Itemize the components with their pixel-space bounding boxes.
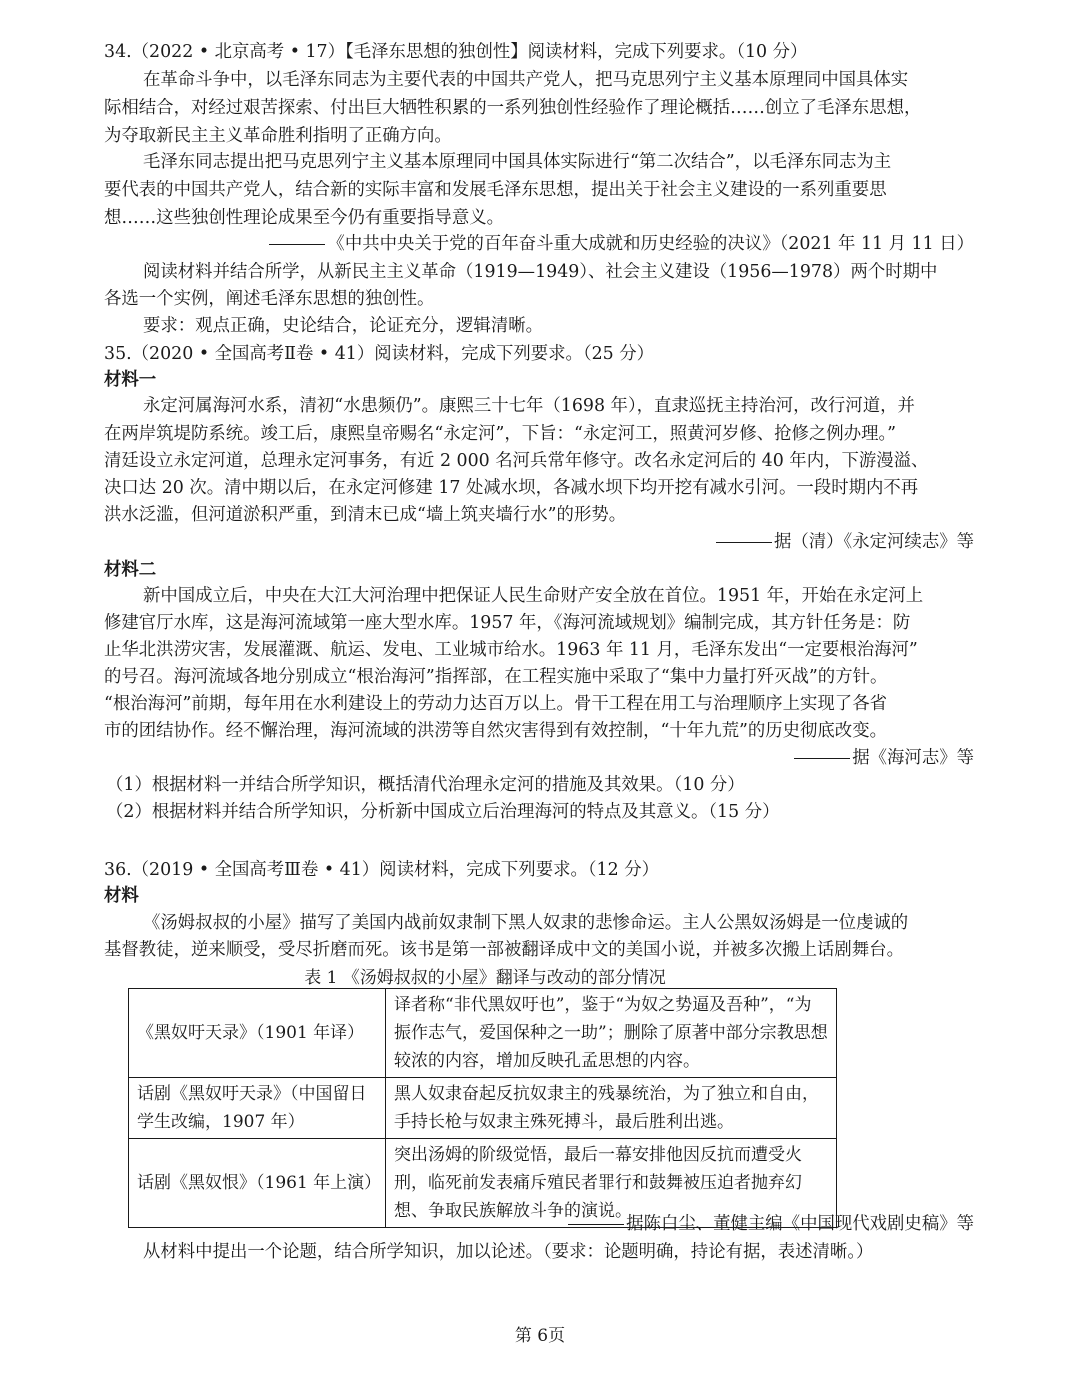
q35-m2-line: 新中国成立后，中央在大江大河治理中把保证人民生命财产安全放在首位。1951 年，开始在永定河上 <box>143 586 924 606</box>
q36-source-text: 据陈白尘、董健主编《中国现代戏剧史稿》等 <box>626 1214 974 1234</box>
q36-m-line: 《汤姆叔叔的小屋》描写了美国内战前奴隶制下黑人奴隶的悲惨命运。主人公黑奴汤姆是一位虔诚的 <box>143 913 909 933</box>
page-number: 第 6页 <box>514 1326 566 1346</box>
table-cell-left: 《黑奴吁天录》（1901 年译） <box>129 989 386 1078</box>
q34-source-text: 《中共中央关于党的百年奋斗重大成就和历史经验的决议》（2021 年 11 月 11 日） <box>327 234 974 254</box>
q35-m1-line: 清廷设立永定河道，总理永定河事务，有近 2 000 名河兵常年修守。改名永定河后的 40 年内，下游漫溢、 <box>104 451 929 471</box>
q35-m2-source <box>794 744 974 772</box>
q34-p1-line: 为夺取新民主主义革命胜利指明了正确方向。 <box>104 126 452 146</box>
q35-m2-source-text: 据《海河志》等 <box>852 748 974 768</box>
q34-p2-line: 毛泽东同志提出把马克思列宁主义基本原理同中国具体实际进行“第二次结合”，以毛泽东同志为主 <box>143 152 892 172</box>
q35-m1-line: 永定河属海河水系，清初“水患频仍”。康熙三十七年（1698 年），直隶巡抚主持治河，改行河道，并 <box>143 396 915 416</box>
q35-material2-title: 材料二 <box>104 560 157 580</box>
q36-source <box>568 1210 974 1238</box>
q35-m2-line: “根治海河”前期，每年用在水利建设上的劳动力达百万以上。骨干工程在用工与治理顺序上实现了各省 <box>104 694 887 714</box>
source-dash <box>794 758 850 759</box>
q35-m2-line: 的号召。海河流域各地分别成立“根治海河”指挥部，在工程实施中采取了“集中力量打歼灭战”的方针。 <box>104 667 888 687</box>
source-dash <box>568 1224 624 1225</box>
q34-task-line: 各选一个实例，阐述毛泽东思想的独创性。 <box>104 289 435 309</box>
q35-sub-question-1: （1）根据材料一并结合所学知识，概括清代治理永定河的措施及其效果。（10 分） <box>106 775 745 795</box>
q35-m2-line: 修建官厅水库，这是海河流域第一座大型水库。1957 年，《海河流域规划》编制完成，其方针任务是：防 <box>104 613 911 633</box>
table-row <box>129 989 837 1078</box>
q35-m1-line: 决口达 20 次。清中期以后，在永定河修建 17 处减水坝，各减水坝下均开挖有减水引河。一段时期内不再 <box>104 478 919 498</box>
table-cell-right: 突出汤姆的阶级觉悟，最后一幕安排他因反抗而遭受火刑，临死前发表痛斥殖民者罪行和鼓舞被压迫者抛弃幻想、争取民族解放斗争的演说。 <box>386 1139 837 1228</box>
q34-source <box>269 230 974 258</box>
q35-sub-question-2: （2）根据材料并结合所学知识，分析新中国成立后治理海河的特点及其意义。（15 分） <box>106 802 780 822</box>
q34-p1-line: 际相结合，对经过艰苦探索、付出巨大牺牲积累的一系列独创性经验作了理论概括……创立了毛泽东思想， <box>104 98 922 118</box>
source-dash <box>269 244 325 245</box>
q35-m1-source <box>716 528 974 556</box>
table-cell-right: 译者称“非代黑奴吁也”，鉴于“为奴之势逼及吾种”，“为振作志气，爱国保种之一助”；删除了原著中部分宗教思想较浓的内容，增加反映孔孟思想的内容。 <box>386 989 837 1078</box>
q36-task: 从材料中提出一个论题，结合所学知识，加以论述。（要求：论题明确，持论有据，表述清晰。） <box>143 1242 874 1262</box>
q35-m1-source-text: 据（清）《永定河续志》等 <box>774 532 974 552</box>
q35-m1-line: 洪水泛滥，但河道淤积严重，到清末已成“墙上筑夹墙行水”的形势。 <box>104 505 627 525</box>
translation-table <box>128 988 837 1228</box>
q34-header: 34.（2022 • 北京高考 • 17）【毛泽东思想的独创性】阅读材料，完成下列要求。（10 分） <box>104 42 808 62</box>
source-dash <box>716 542 772 543</box>
q34-task-line: 阅读材料并结合所学，从新民主主义革命（1919—1949）、社会主义建设（1956—1978）两个时期中 <box>143 262 938 282</box>
table-cell-left: 话剧《黑奴吁天录》（中国留日学生改编，1907 年） <box>129 1078 386 1139</box>
q34-p2-line: 想……这些独创性理论成果至今仍有重要指导意义。 <box>104 208 504 228</box>
q34-p1-line: 在革命斗争中，以毛泽东同志为主要代表的中国共产党人，把马克思列宁主义基本原理同中国具体实 <box>143 70 909 90</box>
q35-header: 35.（2020 • 全国高考Ⅱ卷 • 41）阅读材料，完成下列要求。（25 分） <box>104 344 655 364</box>
q34-p2-line: 要代表的中国共产党人，结合新的实际丰富和发展毛泽东思想，提出关于社会主义建设的一系列重要思 <box>104 180 887 200</box>
q35-material1-title: 材料一 <box>104 370 157 390</box>
table-caption: 表 1 《汤姆叔叔的小屋》翻译与改动的部分情况 <box>304 968 666 988</box>
q36-m-line: 基督教徒，逆来顺受，受尽折磨而死。该书是第一部被翻译成中文的美国小说，并被多次搬上话剧舞台。 <box>104 940 904 960</box>
table-row <box>129 1078 837 1139</box>
q35-m2-line: 止华北洪涝灾害，发展灌溉、航运、发电、工业城市给水。1963 年 11 月，毛泽东发出“一定要根治海河” <box>104 640 918 660</box>
q36-material-title: 材料 <box>104 886 139 906</box>
q36-header: 36.（2019 • 全国高考Ⅲ卷 • 41）阅读材料，完成下列要求。（12 分） <box>104 860 659 880</box>
q34-requirement: 要求：观点正确，史论结合，论证充分，逻辑清晰。 <box>143 316 543 336</box>
table-cell-right: 黑人奴隶奋起反抗奴隶主的残暴统治，为了独立和自由，手持长枪与奴隶主殊死搏斗，最后胜利出逃。 <box>386 1078 837 1139</box>
q35-m2-line: 市的团结协作。经不懈治理，海河流域的洪涝等自然灾害得到有效控制，“十年九荒”的历史彻底改变。 <box>104 721 887 741</box>
table-cell-left: 话剧《黑奴恨》（1961 年上演） <box>129 1139 386 1228</box>
q35-m1-line: 在两岸筑堤防系统。竣工后，康熙皇帝赐名“永定河”，下旨：“永定河工，照黄河岁修、抢修之例办理。” <box>104 424 897 444</box>
